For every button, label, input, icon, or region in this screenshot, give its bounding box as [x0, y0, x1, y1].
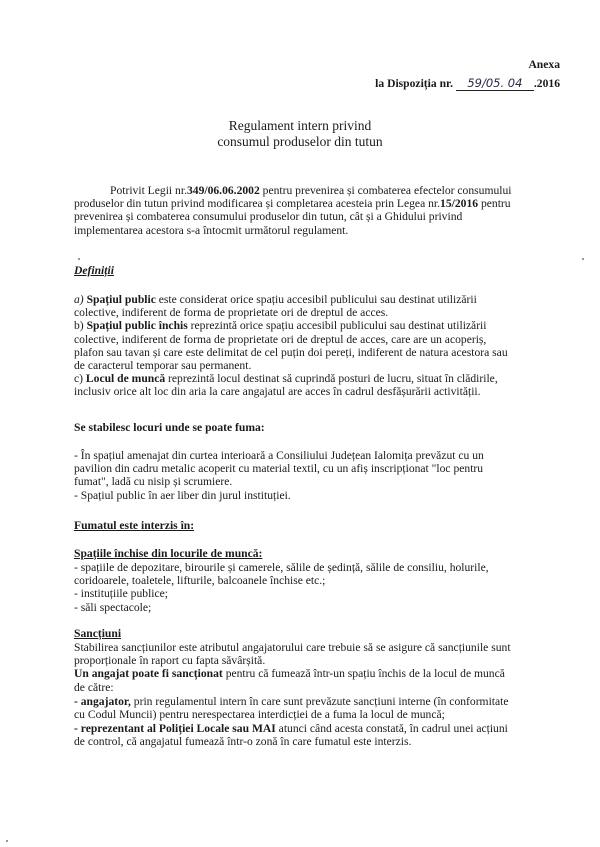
- definitions-list: [74, 293, 554, 399]
- intro-text: pentru: [478, 197, 511, 211]
- definition-text: colective, indiferent de forma de proprietate ori de dreptul de acces.: [74, 306, 389, 320]
- sanctions-heading: Sancțiuni: [74, 627, 122, 640]
- sanctions-emphasis: Un angajat poate fi sancționat: [74, 667, 223, 681]
- annex-ref-prefix: la Dispoziția nr.: [375, 77, 453, 90]
- smoking-place-item: pavilion din cadru metalic acoperit cu material textil, cu un afiș inscripționat "loc pentru: [74, 462, 484, 476]
- forbidden-heading: Fumatul este interzis în:: [74, 519, 195, 532]
- annex-title: Anexa: [528, 58, 560, 71]
- definition-a-term: Spațiul public: [86, 293, 156, 306]
- definition-c-label: c): [74, 372, 84, 386]
- definition-b-label: b): [74, 319, 84, 333]
- sanctions-employer-line: [74, 695, 554, 708]
- sanctions-body: [74, 641, 554, 749]
- definition-text: reprezintă orice spațiu accesibil publicului sau destinat utilizării: [187, 319, 487, 333]
- sanctions-emphasis: - reprezentant al Poliției Locale sau MAI: [74, 722, 276, 736]
- sanctions-text: prin regulamentul intern în care sunt prevăzute sancțiuni interne (în conformitate: [130, 694, 509, 708]
- sanctions-text: proporționale în raport cu fapta săvârșită.: [74, 654, 266, 668]
- definition-text: colective, indiferent de forma de proprietate ori de dreptul de acces, care are un acoperiș,: [74, 332, 487, 346]
- intro-line-2: [74, 197, 554, 210]
- forbidden-list: [74, 561, 554, 614]
- document-title: [0, 118, 600, 150]
- forbidden-item: - săli spectacole;: [74, 600, 152, 614]
- definition-b-term: Spațiul public închis: [86, 319, 188, 333]
- sanctions-text: atunci când acesta constată, în cadrul unei acțiuni: [275, 722, 508, 736]
- smoking-place-item: - Spațiul public în aer liber din jurul instituției.: [74, 488, 291, 502]
- smoking-places-list: [74, 449, 554, 502]
- forbidden-subheading: Spațiile închise din locurile de muncă:: [74, 547, 263, 560]
- intro-line-4: implementarea acestora s-a întocmit următorul regulament.: [74, 223, 349, 237]
- sanctions-text: Stabilirea sancțiunilor este atributul angajatorului care trebuie să se asigure că sancțiunile sunt: [74, 641, 511, 654]
- intro-line-3: prevenirea și combaterea consumului produselor din tutun, cât și a Ghidului privind: [74, 210, 463, 224]
- smoking-places-heading: Se stabilesc locuri unde se poate fuma:: [74, 421, 265, 434]
- scan-speck: [582, 258, 584, 260]
- definition-b: [74, 319, 554, 372]
- definition-text: plafon sau tavan și care este delimitat de cel puțin doi pereți, indiferent de natura acestora sau: [74, 345, 508, 359]
- annex-handwritten-number: 59/05. 04: [467, 76, 523, 90]
- definition-text: este considerat orice spațiu accesibil publicului sau destinat utilizării: [155, 293, 477, 306]
- sanctions-police-line: [74, 722, 554, 735]
- scan-speck: [78, 258, 80, 260]
- forbidden-item: - spațiile de depozitare, birourile și camerele, sălile de ședință, sălile de consiliu, holurile,: [74, 561, 489, 574]
- scan-speck: [6, 840, 8, 842]
- document-title-line1: Regulament intern privind: [228, 118, 372, 133]
- definition-text: inclusiv orice alt loc din aria la care angajatul are acces în cadrul desfășurării activității.: [74, 385, 481, 399]
- sanctions-text: de control, că angajatul fumează într-o zonă în care fumatul este interzis.: [74, 735, 412, 749]
- sanctions-text: de către:: [74, 680, 114, 694]
- law-number-15: 15/2016: [440, 197, 479, 211]
- intro-text: pentru prevenirea și combaterea efectelor consumului: [259, 184, 512, 197]
- definition-a: [74, 293, 554, 319]
- annex-ref-year: .2016: [533, 77, 560, 90]
- document-title-line2: consumul produselor din tutun: [217, 134, 383, 149]
- law-number-349: 349/06.06.2002: [186, 184, 260, 197]
- smoking-place-item: - În spațiul amenajat din curtea interioară a Consiliului Județean Ialomița prevăzut cu un: [74, 449, 484, 462]
- sanctions-text: cu Codul Muncii) pentru nerespectarea interdicției de a fuma la locul de muncă;: [74, 708, 445, 722]
- definition-a-label: a): [74, 293, 84, 306]
- intro-text: produselor din tutun privind modificarea și completarea acesteia prin Legea nr.: [74, 197, 441, 211]
- forbidden-item: - instituțiile publice;: [74, 587, 169, 601]
- intro-text: Potrivit Legii nr.: [110, 184, 187, 197]
- definition-c: [74, 372, 554, 398]
- annex-reference: [375, 77, 560, 91]
- annex-ref-number-field: [456, 77, 534, 91]
- sanctions-text: pentru că fumează într-un spațiu închis de la locul de muncă: [222, 667, 505, 681]
- intro-paragraph: [74, 184, 554, 237]
- definition-text: reprezintă locul destinat să cuprindă posturi de lucru, situat în clădirile,: [165, 372, 498, 386]
- smoking-place-item: fumat", ladă cu nisip și scrumiere.: [74, 475, 233, 489]
- intro-line-1: [74, 184, 554, 197]
- definition-text: de caracterul temporar sau permanent.: [74, 359, 252, 373]
- forbidden-item: coridoarele, toaletele, lifturile, balcoanele închise etc.;: [74, 574, 326, 588]
- sanctions-employee-line: [74, 667, 554, 680]
- sanctions-emphasis: - angajator,: [74, 694, 131, 708]
- definitions-heading: Definiții: [74, 264, 114, 277]
- definition-c-term: Locul de muncă: [85, 372, 166, 386]
